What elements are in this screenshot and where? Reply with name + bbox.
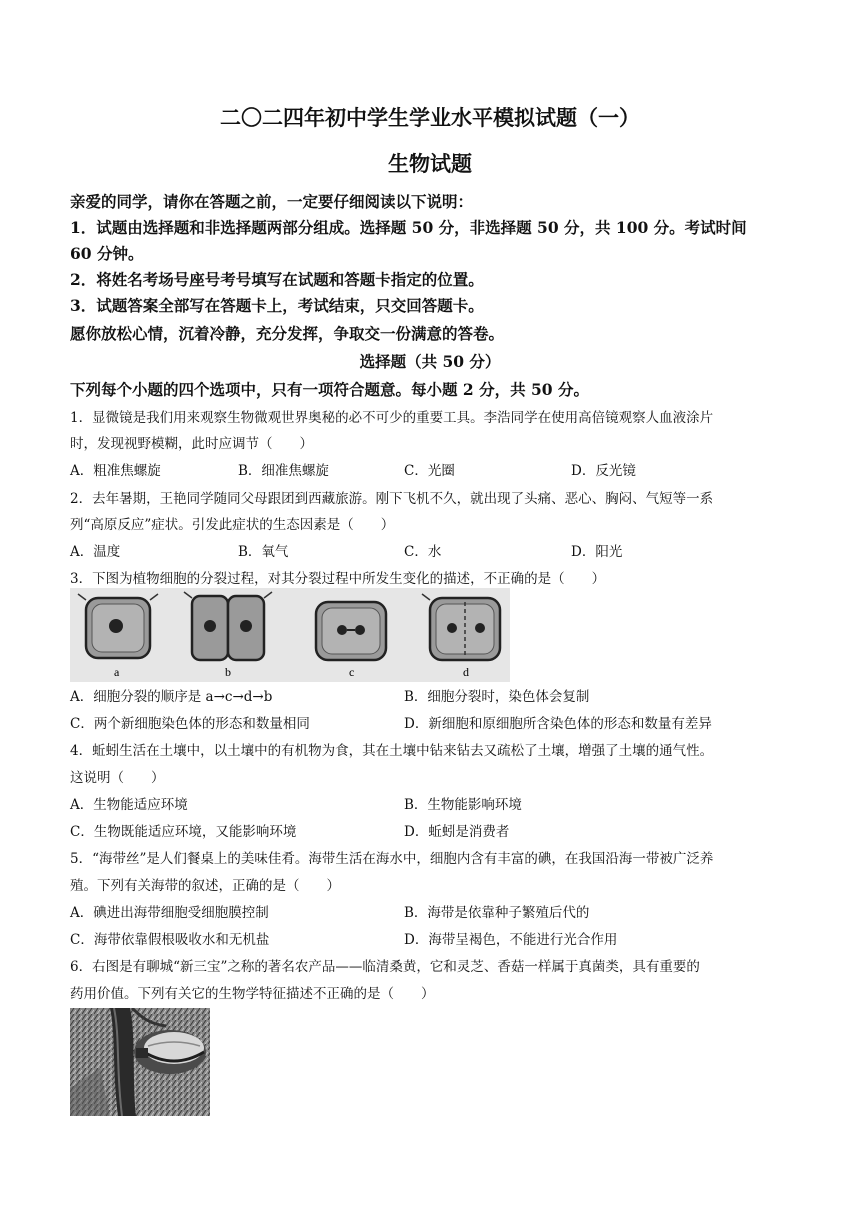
q1-option-d[interactable]: D．反光镜 <box>571 463 636 479</box>
sanghuang-mushroom-photo <box>70 1008 210 1116</box>
q1-line1: 1．显微镜是我们用来观察生物微观世界奥秘的必不可少的重要工具。李浩同学在使用高倍镜观察人血液涂片 <box>70 410 714 426</box>
exam-title: 二〇二四年初中学生学业水平模拟试题（一） <box>220 105 640 130</box>
q3-option-b[interactable]: B．细胞分裂时，染色体会复制 <box>404 689 590 705</box>
q4-option-a[interactable]: A．生物能适应环境 <box>70 797 188 813</box>
q4-line1: 4．蚯蚓生活在土壤中，以土壤中的有机物为食，其在土壤中钻来钻去又疏松了土壤，增强了土壤的通气性。 <box>70 743 714 759</box>
q2-option-b[interactable]: B．氧气 <box>238 544 289 560</box>
q2-option-c[interactable]: C．水 <box>404 544 442 560</box>
q3-option-c[interactable]: C．两个新细胞染色体的形态和数量相同 <box>70 716 310 732</box>
nucleus-d1 <box>447 623 457 633</box>
q4-option-b[interactable]: B．生物能影响环境 <box>404 797 522 813</box>
q2-option-d[interactable]: D．阳光 <box>571 544 623 560</box>
q1-option-b[interactable]: B．细准焦螺旋 <box>238 463 329 479</box>
instructions-intro: 亲爱的同学，请你在答题之前，一定要仔细阅读以下说明： <box>70 192 474 211</box>
q5-option-c[interactable]: C．海带依靠假根吸收水和无机盐 <box>70 932 270 948</box>
mushroom-image <box>70 1008 210 1116</box>
section-directions: 下列每个小题的四个选项中，只有一项符合题意。每小题 2 分，共 50 分。 <box>70 380 589 399</box>
cell-c <box>316 602 386 660</box>
q1-line2: 时，发现视野模糊，此时应调节（ ） <box>70 436 313 452</box>
q5-line2: 殖。下列有关海带的叙述，正确的是（ ） <box>70 878 340 894</box>
exam-subtitle: 生物试题 <box>388 151 472 176</box>
cell-b <box>184 592 272 660</box>
nucleus-c2 <box>355 625 365 635</box>
q5-option-a[interactable]: A．碘进出海带细胞受细胞膜控制 <box>70 905 269 921</box>
figure-label-d: d <box>463 665 469 679</box>
q4-option-c[interactable]: C．生物既能适应环境，又能影响环境 <box>70 824 297 840</box>
nucleus-a <box>109 619 123 633</box>
q3-option-d[interactable]: D．新细胞和原细胞所含染色体的形态和数量有差异 <box>404 716 712 732</box>
nucleus-b1 <box>204 620 216 632</box>
instruction-3: 3．试题答案全部写在答题卡上，考试结束，只交回答题卡。 <box>70 296 484 315</box>
q2-line2: 列“高原反应”症状。引发此症状的生态因素是（ ） <box>70 517 395 533</box>
nucleus-c1 <box>337 625 347 635</box>
q6-line1: 6．右图是有聊城“新三宝”之称的著名农产品——临清桑黄，它和灵芝、香菇一样属于真菌类，具有重要的 <box>70 959 700 975</box>
nucleus-d2 <box>475 623 485 633</box>
q4-line2: 这说明（ ） <box>70 770 165 786</box>
q4-option-d[interactable]: D．蚯蚓是消费者 <box>404 824 510 840</box>
q1-option-c[interactable]: C．光圈 <box>404 463 455 479</box>
q2-line1: 2．去年暑期，王艳同学随同父母跟团到西藏旅游。刚下飞机不久，就出现了头痛、恶心、胸闷、气短等一系 <box>70 491 714 507</box>
cell-d <box>422 594 500 660</box>
q5-option-d[interactable]: D．海带呈褐色，不能进行光合作用 <box>404 932 618 948</box>
q2-option-a[interactable]: A．温度 <box>70 544 121 560</box>
figure-label-a: a <box>114 665 120 679</box>
instruction-1: 1．试题由选择题和非选择题两部分组成。选择题 50 分，非选择题 50 分，共 100 分。考试时间 <box>70 218 747 237</box>
q5-option-b[interactable]: B．海带是依靠种子繁殖后代的 <box>404 905 590 921</box>
instruction-2: 2．将姓名考场号座号考号填写在试题和答题卡指定的位置。 <box>70 270 484 289</box>
cell-division-figure <box>70 588 510 682</box>
figure-label-c: c <box>349 665 355 679</box>
instructions-closing: 愿你放松心情，沉着冷静，充分发挥，争取交一份满意的答卷。 <box>70 324 505 343</box>
figure-label-b: b <box>225 665 231 679</box>
q1-option-a[interactable]: A．粗准焦螺旋 <box>70 463 161 479</box>
cell-a <box>78 594 158 658</box>
cell-division-diagram <box>70 588 510 682</box>
instruction-1-cont: 60 分钟。 <box>70 244 144 263</box>
q6-line2: 药用价值。下列有关它的生物学特征描述不正确的是（ ） <box>70 986 435 1002</box>
q3-line1: 3．下图为植物细胞的分裂过程，对其分裂过程中所发生变化的描述，不正确的是（ ） <box>70 571 606 587</box>
nucleus-b2 <box>240 620 252 632</box>
q5-line1: 5．“海带丝”是人们餐桌上的美味佳肴。海带生活在海水中，细胞内含有丰富的碘，在我国沿海一带被广泛养 <box>70 851 714 867</box>
section-heading: 选择题（共 50 分） <box>359 352 501 371</box>
q3-option-a[interactable]: A．细胞分裂的顺序是 a→c→d→b <box>70 689 273 705</box>
